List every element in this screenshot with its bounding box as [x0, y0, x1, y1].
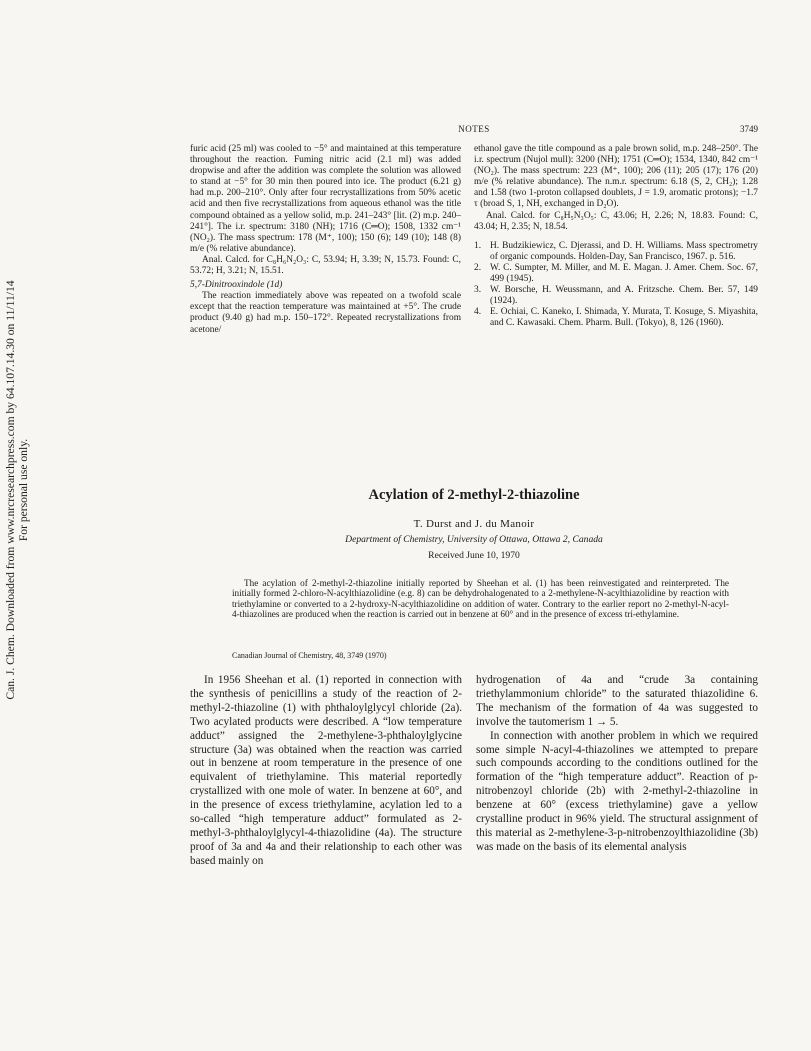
- body-paragraph: In 1956 Sheehan et al. (1) reported in connection with the synthesis of penicillins a study of the reaction of 2-methyl-2-thiazoline (1) with phthaloylglycyl chloride (2a). Two acylated products were described. A “low temperature adduct” assigned the 2-methylene-3-phthaloylglycine structure (3a) was obtained when the reaction was carried out in benzene at room temperature in the presence of one equivalent of triethylamine. This material reportedly crystallized with one mole of water. In benzene at 60°, and in the presence of excess triethylamine, acylation led to a so-called “high temperature adduct” formulated as 2-methyl-3-phthaloylglycyl-4-thiazolidine (4a). The structure proof of 3a and 4a and their relationship to each other was based mainly on: [190, 674, 462, 867]
- experimental-paragraph: furic acid (25 ml) was cooled to −5° and maintained at this temperature throughout the reaction. Fuming nitric acid (2.1 ml) was added dropwise and after the addition was complete the solution was allowed to stand at −5° for 30 min then poured into ice. The product (6.21 g) had m.p. 200–210°. Only after four recrystallizations from 50% acetic acid and then five recrystallizations from aqueous ethanol was the title compound obtained as a yellow solid, m.p. 241–243° [lit. (2) m.p. 240–241°]. The i.r. spectrum: 3180 (NH); 1716 (C═O); 1508, 1332 cm⁻¹ (NO₂). The mass spectrum: 178 (M⁺, 100); 150 (6); 149 (10); 148 (8) m/e (% relative abundance).: [190, 144, 461, 254]
- article-abstract: The acylation of 2-methyl-2-thiazoline initially reported by Sheehan et al. (1) has been reinvestigated and reinterpreted. The initially formed 2-chloro-N-acylthiazolidine (e.g. 8) can be dehydrohalogenated to a 2-methylene-N-acylthiazolidine by reaction with triethylamine or converted to a 2-hydroxy-N-acylthiazolidine on addition of water. Contrary to the earlier report no 2-methyl-N-acyl-4-thiazolines are produced when the reaction is carried out in benzene at 60° and in the presence of excess tri-ethylamine.: [232, 578, 729, 620]
- body-paragraph: In connection with another problem in which we required some simple N-acyl-4-thiazolines we attempted to prepare such compounds according to the conditions outlined for the formation of the “high temperature adduct”. Reaction of p-nitrobenzoyl chloride (2b) with 2-methyl-2-thiazoline in benzene at 60° (excess triethylamine) gave a yellow crystalline product in 96% yield. The structural assignment of this material as 2-methylene-3-p-nitrobenzoylthiazolidine (3b) was made on the basis of its elemental analysis: [476, 729, 758, 853]
- reference-item: 4. E. Ochiai, C. Kaneko, I. Shimada, Y. Murata, T. Kosuge, S. Miyashita, and C. Kawasaki. Chem. Pharm. Bull. (Tokyo), 8, 126 (1960).: [474, 307, 758, 329]
- reference-item: 1. H. Budzikiewicz, C. Djerassi, and D. H. Williams. Mass spectrometry of organic compounds. Holden-Day, San Francisco, 1967. p. 516.: [474, 240, 758, 262]
- download-watermark-line2: For personal use only.: [17, 438, 30, 542]
- previous-article-right-column: [474, 144, 758, 330]
- author-affiliation: Department of Chemistry, University of Ottawa, Ottawa 2, Canada: [345, 534, 603, 545]
- section-label: NOTES: [458, 124, 490, 134]
- reference-item: 2. W. C. Sumpter, M. Miller, and M. E. Magan. J. Amer. Chem. Soc. 67, 499 (1945).: [474, 262, 758, 285]
- journal-citation: Canadian Journal of Chemistry, 48, 3749 (1970): [232, 651, 387, 660]
- running-header: [190, 124, 758, 138]
- compound-subheading: 5,7-Dinitrooxindole (1d): [190, 280, 283, 291]
- experimental-paragraph-continued: ethanol gave the title compound as a pale brown solid, m.p. 248–250°. The i.r. spectrum (Nujol mull): 3200 (NH); 1751 (C═O); 1534, 1340, 842 cm⁻¹ (NO₂). The mass spectrum: 223 (M⁺, 100); 206 (11); 205 (17); 176 (20) m/e (% relative abundance). The n.m.r. spectrum: 6.18 (S, 2, CH₂); 1.28 and 1.58 (two 1-proton collapsed doublets, J = 1.9, aromatic protons); −1.7 τ (broad S, 1, NH, exchanged in D₂O).: [474, 144, 758, 210]
- previous-article-left-column: [190, 144, 461, 336]
- analysis-paragraph: Anal. Calcd. for C₈H₆N₂O₃: C, 53.94; H, 3.39; N, 15.73. Found: C, 53.72; H, 3.21; N, 15.51.: [190, 254, 461, 277]
- body-paragraph: hydrogenation of 4a and “crude 3a containing triethylammonium chloride” to the saturated thiazolidine 6. The mechanism of the formation of 4a was suggested to involve the tautomerism 1 → 5.: [476, 674, 758, 728]
- received-date: Received June 10, 1970: [428, 550, 520, 561]
- reference-list: [474, 241, 758, 330]
- reference-item: 3. W. Borsche, H. Weussmann, and A. Fritzsche. Chem. Ber. 57, 149 (1924).: [474, 285, 758, 307]
- article-body-right-column: [476, 674, 758, 855]
- article-body-left-column: [190, 674, 462, 869]
- download-watermark: [4, 125, 30, 855]
- page-number: 3749: [740, 124, 758, 134]
- experimental-paragraph-2: The reaction immediately above was repeated on a twofold scale except that the reaction temperature was maintained at +5°. The crude product (9.40 g) had m.p. 150–172°. Repeated recrystallizations from acetone/: [190, 291, 461, 335]
- article-authors: T. Durst and J. du Manoir: [413, 518, 535, 530]
- analysis-paragraph-2: Anal. Calcd. for C₈H₅N₃O₅: C, 43.06; H, 2.26; N, 18.83. Found: C, 43.04; H, 2.35; N, 18.54.: [474, 210, 758, 232]
- download-watermark-line1: Can. J. Chem. Downloaded from www.nrcresearchpress.com by 64.107.14.30 on 11/11/14: [4, 280, 17, 700]
- article-title: Acylation of 2-methyl-2-thiazoline: [368, 487, 580, 503]
